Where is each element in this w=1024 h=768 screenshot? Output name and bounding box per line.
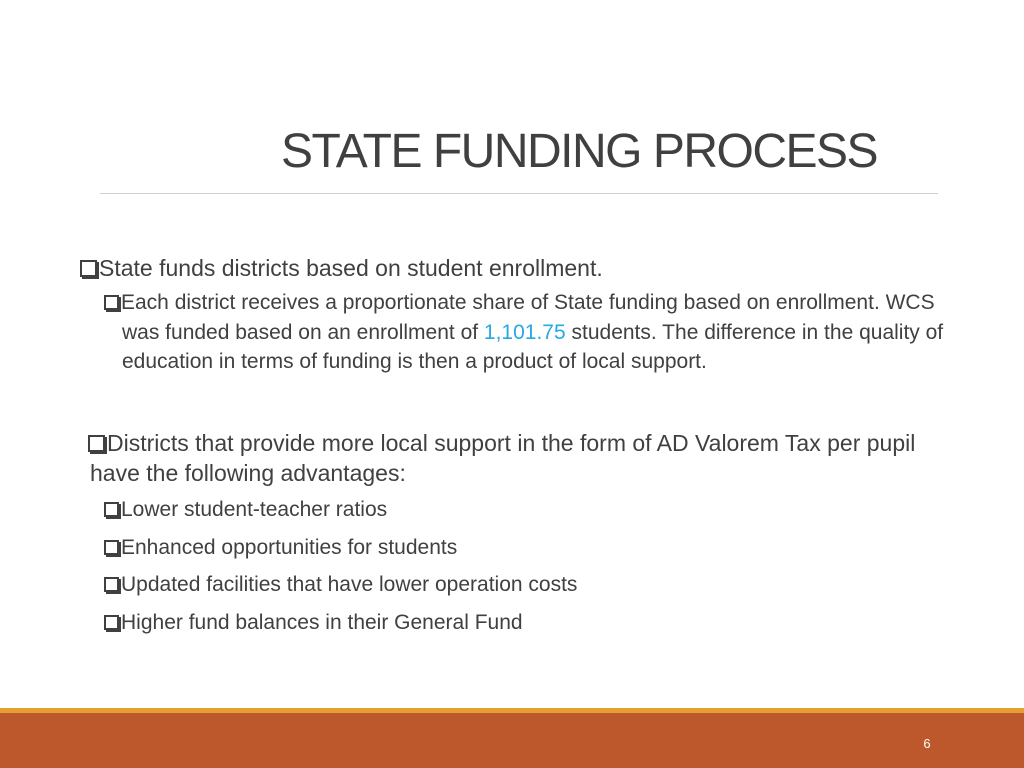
checkbox-square-icon	[104, 502, 119, 517]
footer-bar	[0, 713, 1024, 768]
bullet-local-support	[80, 428, 950, 488]
title-divider	[100, 193, 938, 194]
page-number: 6	[923, 736, 931, 751]
checkbox-square-icon	[88, 435, 105, 452]
checkbox-square-icon	[104, 577, 119, 592]
bullet-text: Enhanced opportunities for students	[121, 536, 458, 559]
bullet-text: Each district receives a proportionate share of State funding based on enrollment. WCS was funded based on an enrollment of	[121, 291, 935, 344]
bullet-text: State funds districts based on student enrollment.	[99, 255, 603, 281]
sub-bullet-student-teacher	[104, 495, 387, 525]
checkbox-square-icon	[104, 540, 119, 555]
checkbox-square-icon	[80, 260, 97, 277]
slide-title: STATE FUNDING PROCESS	[280, 125, 878, 178]
checkbox-square-icon	[104, 295, 119, 310]
enrollment-figure: 1,101.75	[483, 320, 566, 344]
bullet-text: students. The difference in the quality of education in terms of funding is then a product of local support.	[122, 320, 944, 373]
bullet-text: Lower student-teacher ratios	[121, 498, 388, 521]
sub-bullet-district-share	[104, 288, 949, 377]
bullet-text: Updated facilities that have lower operation costs	[121, 573, 578, 596]
bullet-text: Higher fund balances in their General Fund	[121, 611, 523, 634]
sub-bullet-fund-balances	[104, 608, 523, 638]
checkbox-square-icon	[104, 615, 119, 630]
bullet-text: Districts that provide more local support in the form of AD Valorem Tax per pupil have the following advantages:	[90, 430, 916, 486]
sub-bullet-opportunities	[104, 533, 457, 563]
sub-bullet-facilities	[104, 570, 577, 600]
bullet-state-funds	[80, 253, 940, 283]
